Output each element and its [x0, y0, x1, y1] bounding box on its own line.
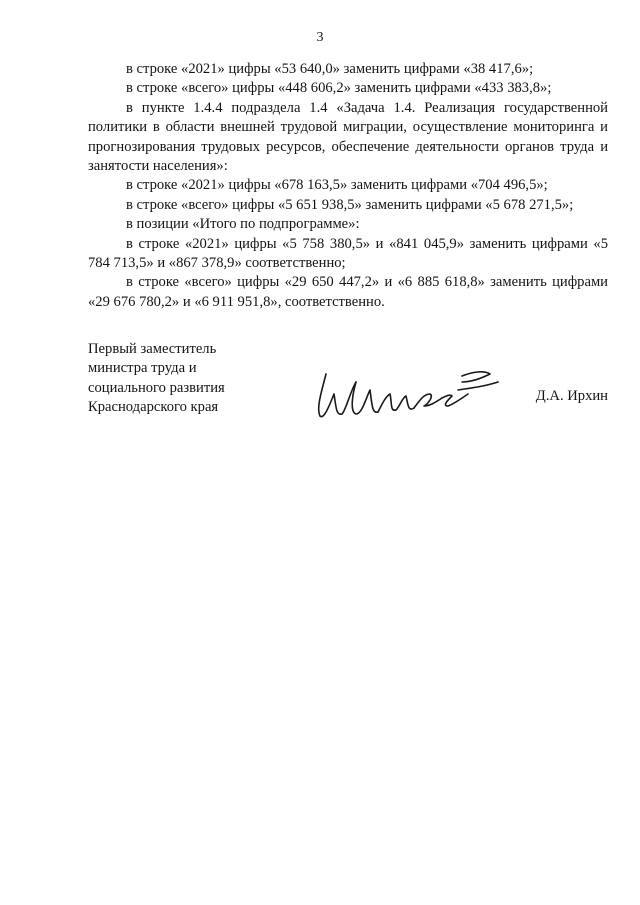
paragraph: в строке «2021» цифры «678 163,5» заменить цифрами «704 496,5»; [126, 177, 548, 194]
paragraph: в строке «всего» цифры «448 606,2» заменить цифрами «433 383,8»; [126, 80, 552, 97]
signer-name: Д.А. Ирхин [535, 388, 608, 404]
paragraph: в строке «2021» цифры «5 758 380,5» и «841 045,9» заменить цифрами «5 784 713,5» и «867 378,9» соответственно; [88, 235, 608, 272]
paragraph: в строке «2021» цифры «53 640,0» заменить цифрами «38 417,6»; [126, 61, 534, 77]
signer-title-line: Первый заместитель [88, 341, 217, 357]
paragraph: в строке «всего» цифры «29 650 447,2» и «6 885 618,8» заменить цифрами «29 676 780,2» и «6 911 951,8», соответственно. [88, 274, 608, 310]
signer-title-line: социального развития [88, 379, 225, 396]
signer-title-line: министра труда и [88, 360, 197, 377]
paragraph: в строке «всего» цифры «5 651 938,5» заменить цифрами «5 678 271,5»; [126, 196, 574, 213]
signature-block [88, 340, 608, 430]
paragraph: в позиции «Итого по подпрограмме»: [126, 216, 360, 233]
page-number: 3 [316, 30, 324, 45]
signer-title-line: Краснодарского края [88, 399, 219, 416]
paragraph: в пункте 1.4.4 подраздела 1.4 «Задача 1.4. Реализация государственной политики в области внешней трудовой миграции, осуществление мониторинга и прогнозирования трудовых ресурсов, обеспечение деятельности органов труда и занятости населения»: [88, 99, 608, 175]
document-body [88, 60, 608, 312]
handwritten-signature [312, 360, 502, 422]
signer-title [88, 340, 288, 418]
